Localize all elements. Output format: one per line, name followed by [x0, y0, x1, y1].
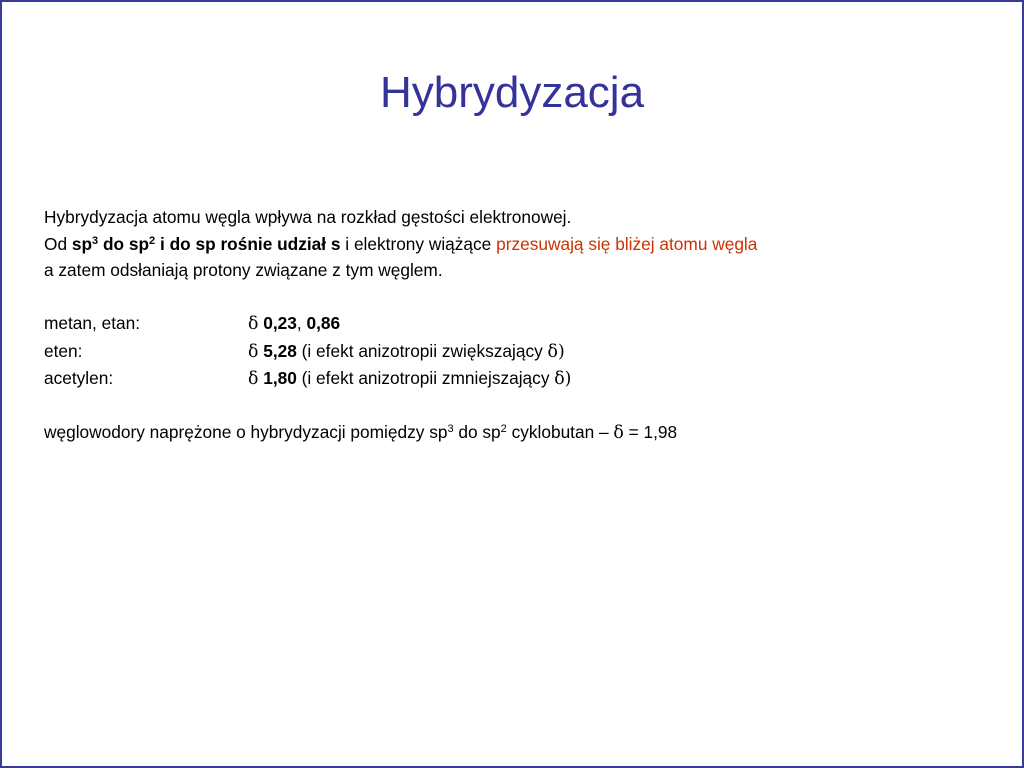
- intro-prefix: Od: [44, 233, 72, 254]
- shift-value-2: 0,86: [306, 313, 341, 333]
- delta-symbol: δ: [613, 423, 624, 443]
- shift-note: (i efekt anizotropii zmniejszający: [296, 368, 555, 388]
- shift-value: 1,80: [263, 368, 297, 388]
- delta-symbol: δ: [248, 369, 259, 389]
- delta-symbol: δ: [248, 341, 259, 362]
- shift-value: 0,23: [263, 313, 297, 333]
- highlight-text: przesuwają się bliżej atomu węgla: [496, 233, 758, 254]
- strained-hydrocarbons-line: węglowodory naprężone o hybrydyzacji pomiędzy $sp^3$ do $sp^2$ cyklobutan – δ = 1,98: [44, 422, 678, 443]
- shift-row-label: acetylen:: [44, 368, 114, 388]
- shift-row-ethene: eten: δ 5,28 (i efekt anizotropii zwiększający δ): [44, 338, 1004, 366]
- shift-row-acetylene: acetylen: δ 1,80 (i efekt anizotropii zmniejszający δ): [44, 365, 1004, 393]
- shift-row-label: metan, etan:: [44, 313, 141, 333]
- shift-note: (i efekt anizotropii zwiększający: [296, 340, 548, 361]
- slide-title: Hybrydyzacja: [379, 68, 645, 117]
- intro-line-3: a zatem odsłaniają protony związane z tym węglem.: [44, 260, 443, 280]
- sp3-label: $sp^3$ do $sp^2$ i do sp rośnie udział s: [71, 233, 341, 254]
- delta-symbol: δ: [248, 314, 259, 334]
- slide-body: [44, 204, 1004, 447]
- intro-line-2: [44, 231, 1004, 258]
- shift-row-methane: metan, etan: δ 0,23, 0,86: [44, 310, 1004, 338]
- shift-value: 5,28: [263, 340, 297, 361]
- shift-row-label: eten:: [44, 340, 83, 361]
- intro-plain: i elektrony wiążące: [340, 233, 497, 254]
- intro-line-1: Hybrydyzacja atomu węgla wpływa na rozkład gęstości elektronowej.: [44, 207, 572, 227]
